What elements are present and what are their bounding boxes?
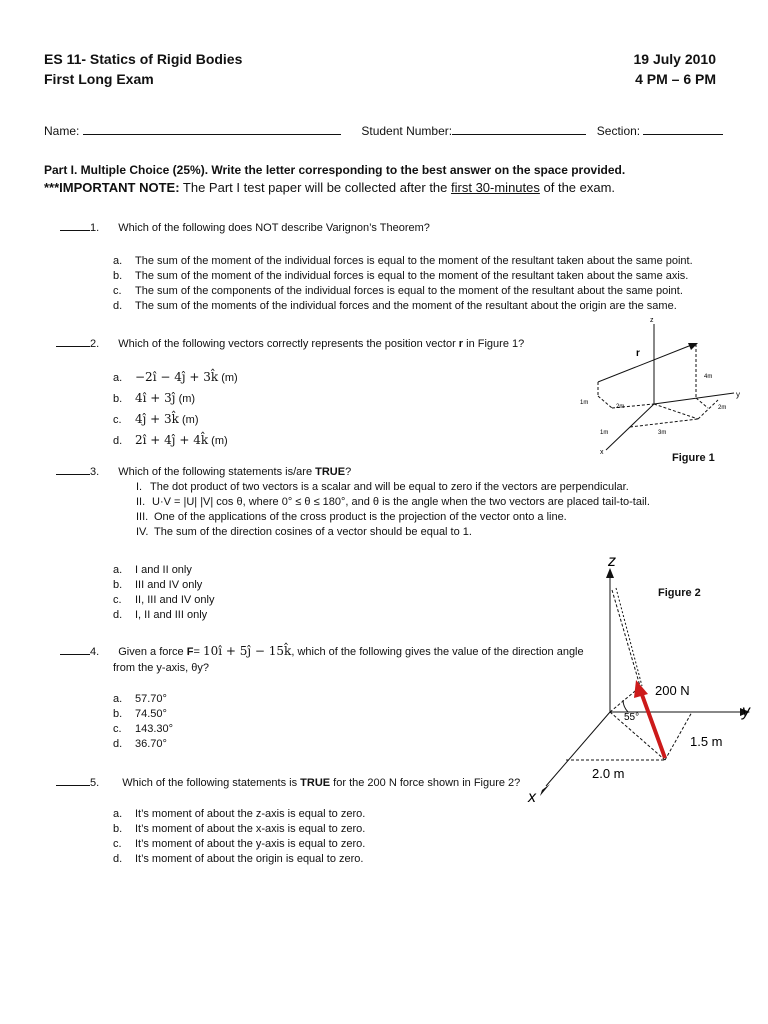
- fig2-x-label: x: [528, 789, 536, 806]
- option-item: d. 36.70°: [113, 738, 167, 750]
- fig2-y-label: y: [742, 703, 750, 720]
- statement-item: I. The dot product of two vectors is a scalar and will be equal to zero if the vectors are perpendicular.: [136, 481, 629, 493]
- option-item: c. 4ĵ + 3k̂ (m): [113, 412, 199, 426]
- option-item: b. 74.50°: [113, 708, 167, 720]
- fig2-z-label: z: [608, 553, 616, 570]
- option-item: d. I, II and III only: [113, 609, 208, 621]
- fig1-x-label: x: [600, 449, 604, 456]
- option-item: b. 4î + 3ĵ (m): [113, 391, 196, 405]
- option-item: d. 2î + 4ĵ + 4k̂ (m): [113, 433, 228, 447]
- option-item: b. It’s moment of about the x-axis is equal to zero.: [113, 823, 366, 835]
- note-text-2: of the exam.: [539, 180, 616, 195]
- note-text-1: The Part I test paper will be collected after the: [179, 180, 452, 195]
- fig2-dim-20: 2.0 m: [592, 766, 625, 781]
- option-item: c. The sum of the components of the individual forces is equal to the moment of the resultant about the same point.: [113, 285, 683, 297]
- option-item: a. 57.70°: [113, 693, 167, 705]
- figure-2: [520, 550, 760, 810]
- option-item: c. It’s moment of about the y-axis is equal to zero.: [113, 838, 366, 850]
- fig1-1m-bottom: 1m: [600, 430, 609, 436]
- exam-date: 19 July 2010: [633, 51, 716, 67]
- answer-blank-1[interactable]: [60, 230, 90, 231]
- name-label: Name:: [44, 124, 80, 138]
- student-number-field[interactable]: [452, 134, 586, 135]
- question-2: 2. Which of the following vectors correctly represents the position vector r in Figure 1?: [56, 337, 524, 351]
- fig2-angle-label: 55°: [624, 712, 640, 723]
- option-item: a. −2î − 4ĵ + 3k̂ (m): [113, 370, 238, 384]
- figure-1: [570, 312, 750, 472]
- part1-note: [44, 180, 744, 195]
- question-4: 4. Given a force F= 10î + 5ĵ − 15k̂, which of the following gives the value of the direction angle: [60, 644, 600, 659]
- question-1: 1. Which of the following does NOT describe Varignon’s Theorem?: [60, 221, 430, 235]
- name-field[interactable]: [83, 134, 341, 135]
- question-5-options: [113, 807, 365, 867]
- answer-blank-2[interactable]: [56, 346, 90, 347]
- fig1-3m: 3m: [658, 430, 667, 436]
- question-1-text: Which of the following does NOT describe Varignon’s Theorem?: [118, 222, 430, 234]
- note-prefix: ***IMPORTANT NOTE:: [44, 180, 180, 195]
- question-3-options: [113, 563, 215, 623]
- question-4-line2: from the y-axis, θy?: [113, 662, 209, 674]
- fig2-force-label: 200 N: [655, 683, 690, 698]
- fig2-dim-15: 1.5 m: [690, 734, 723, 749]
- option-item: b. III and IV only: [113, 579, 203, 591]
- student-number-label: Student Number:: [361, 124, 453, 138]
- question-2-options: [113, 367, 238, 451]
- force-200n-vector: [641, 692, 665, 758]
- option-item: a. It’s moment of about the z-axis is equal to zero.: [113, 808, 366, 820]
- fig1-y-axis: [654, 393, 734, 404]
- note-underlined: first 30-minutes: [451, 180, 540, 195]
- option-item: a. I and II only: [113, 564, 192, 576]
- answer-blank-5[interactable]: [56, 785, 90, 786]
- option-item: d. The sum of the moments of the individual forces and the moment of the resultant about the origin are the same.: [113, 300, 677, 312]
- question-3-statements: [136, 480, 736, 540]
- statement-item: IV. The sum of the direction cosines of a vector should be equal to 1.: [136, 526, 472, 538]
- fig1-r-vector: [598, 344, 694, 382]
- exam-title: First Long Exam: [44, 71, 154, 87]
- fig1-4m: 4m: [704, 374, 713, 380]
- student-info-line: [44, 124, 724, 138]
- answer-blank-4[interactable]: [60, 654, 90, 655]
- fig1-1m-left: 1m: [580, 400, 589, 406]
- part1-title: Part I. Multiple Choice (25%). Write the letter corresponding to the best answer on the space provided.: [44, 163, 626, 177]
- course-title: ES 11- Statics of Rigid Bodies: [44, 51, 243, 67]
- fig2-x-arrowhead-icon: [540, 784, 550, 796]
- option-item: d. It’s moment of about the origin is equal to zero.: [113, 853, 364, 865]
- option-item: a. The sum of the moment of the individual forces is equal to the moment of the resultant taken about the same point.: [113, 255, 693, 267]
- option-item: b. The sum of the moment of the individual forces is equal to the moment of the resultant taken about the same axis.: [113, 270, 689, 282]
- figure-1-caption: Figure 1: [672, 452, 715, 464]
- statement-item: III. One of the applications of the cross product is the projection of the vector onto a line.: [136, 511, 567, 523]
- question-4-options: [113, 692, 173, 752]
- question-3: 3. Which of the following statements is/are TRUE?: [56, 465, 351, 479]
- exam-time: 4 PM – 6 PM: [635, 71, 716, 87]
- option-item: c. II, III and IV only: [113, 594, 215, 606]
- figure-2-caption: Figure 2: [658, 587, 701, 599]
- statement-item: II. U·V = |U| |V| cos θ, where 0° ≤ θ ≤ 180°, and θ is the angle when the two vectors are placed tail-to-tail.: [136, 496, 650, 508]
- question-1-options: [113, 254, 733, 314]
- fig1-r-label: r: [636, 348, 640, 359]
- section-field[interactable]: [643, 134, 723, 135]
- option-item: c. 143.30°: [113, 723, 174, 735]
- fig1-y-label: y: [736, 390, 740, 399]
- question-5: 5. Which of the following statements is TRUE for the 200 N force shown in Figure 2?: [56, 776, 520, 790]
- fig1-z-label: z: [650, 317, 654, 324]
- fig1-2m-right: 2m: [718, 405, 727, 411]
- section-label: Section:: [596, 124, 641, 138]
- answer-blank-3[interactable]: [56, 474, 90, 475]
- fig1-2m-left: 2m: [616, 404, 625, 410]
